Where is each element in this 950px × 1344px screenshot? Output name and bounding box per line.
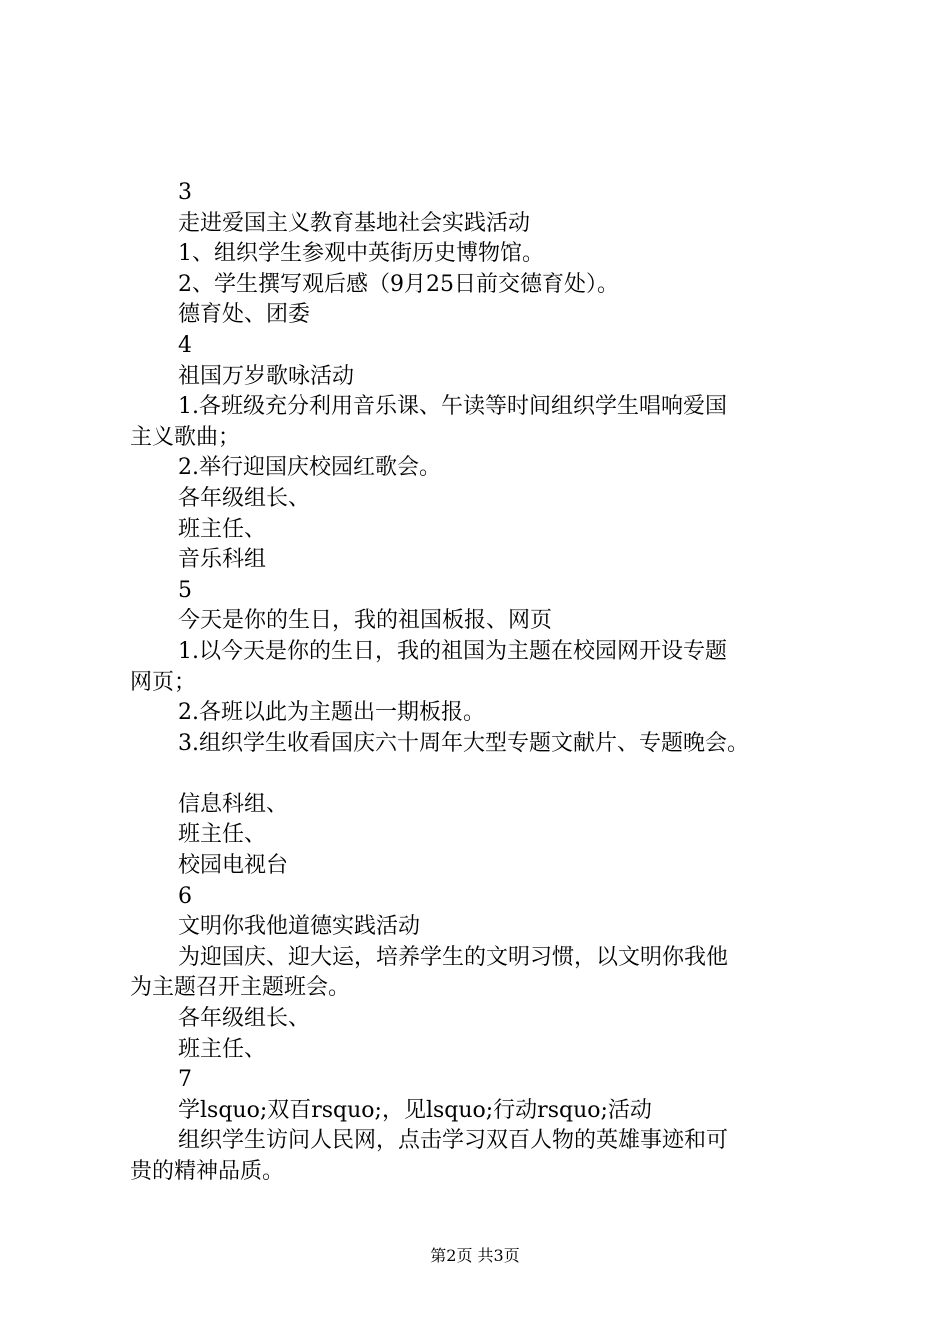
text-line: 各年级组长、	[178, 1006, 311, 1032]
text-line: 班主任、	[178, 822, 267, 848]
text-line: 贵的精神品质。	[130, 1159, 285, 1184]
text-line: 5	[178, 577, 192, 603]
text-line: 1、组织学生参观中英街历史博物馆。	[178, 241, 544, 267]
text-line: 网页；	[130, 669, 197, 695]
text-line: 班主任、	[178, 516, 267, 542]
text-line: 今天是你的生日，我的祖国板报、网页	[178, 608, 553, 634]
text-line: 为主题召开主题班会。	[130, 975, 351, 1001]
text-line: 文明你我他道德实践活动	[178, 914, 421, 940]
page-footer: 第2页 共3页	[430, 1246, 520, 1265]
text-line: 组织学生访问人民网，点击学习双百人物的英雄事迹和可	[178, 1128, 729, 1154]
text-line: 3.组织学生收看国庆六十周年大型专题文献片、专题晚会。	[178, 730, 749, 756]
text-line: 学lsquo;双百rsquo;，见lsquo;行动rsquo;活动	[178, 1097, 652, 1123]
text-line: 走进爱国主义教育基地社会实践活动	[178, 210, 531, 236]
text-line: 6	[178, 883, 192, 909]
text-line: 4	[178, 332, 192, 358]
text-line: 2.举行迎国庆校园红歌会。	[178, 455, 441, 481]
document-body	[130, 178, 850, 1188]
text-line: 德育处、团委	[178, 302, 311, 328]
text-line: 为迎国庆、迎大运，培养学生的文明习惯，以文明你我他	[178, 944, 729, 970]
text-line: 2、学生撰写观后感（9月25日前交德育处）。	[178, 271, 619, 297]
text-line: 2.各班以此为主题出一期板报。	[178, 700, 485, 726]
text-line: 校园电视台	[178, 853, 289, 879]
text-line: 1.各班级充分利用音乐课、午读等时间组织学生唱响爱国	[178, 394, 727, 420]
text-line: 主义歌曲；	[130, 424, 241, 450]
text-line: 各年级组长、	[178, 485, 311, 511]
text-line: 1.以今天是你的生日，我的祖国为主题在校园网开设专题	[178, 638, 727, 664]
blank-line	[130, 759, 850, 790]
text-line: 祖国万岁歌咏活动	[178, 363, 355, 389]
text-line: 班主任、	[178, 1036, 267, 1062]
text-line: 信息科组、	[178, 791, 289, 817]
text-line: 7	[178, 1067, 192, 1093]
text-line: 3	[178, 180, 192, 205]
text-line: 音乐科组	[178, 547, 267, 573]
